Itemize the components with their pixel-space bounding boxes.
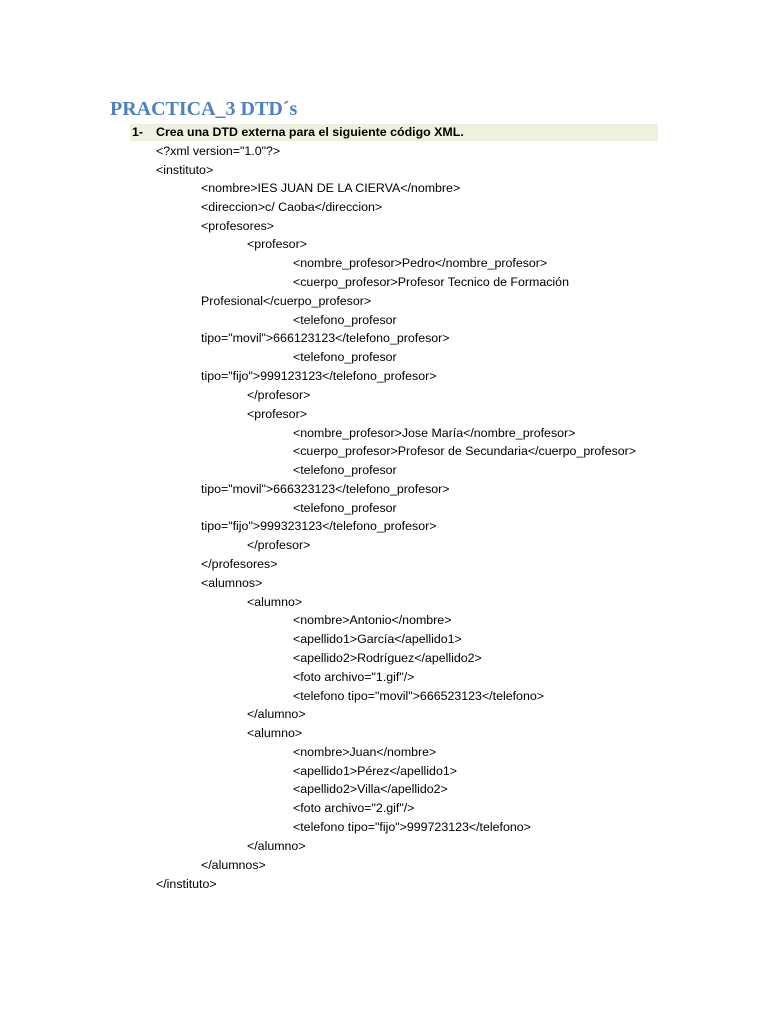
- code-line: <nombre_profesor>Pedro</nombre_profesor>: [293, 256, 548, 270]
- code-line: </profesor>: [247, 538, 311, 552]
- code-line: <apellido1>García</apellido1>: [293, 632, 462, 646]
- code-line: <instituto>: [156, 163, 214, 177]
- task-number: 1-: [132, 125, 144, 139]
- code-line: <foto archivo="1.gif"/>: [293, 670, 415, 684]
- code-line: <?xml version="1.0"?>: [156, 144, 281, 158]
- code-line: </alumnos>: [201, 858, 266, 872]
- code-line: <direccion>c/ Caoba</direccion>: [201, 200, 383, 214]
- code-line: </alumno>: [247, 707, 306, 721]
- code-line: tipo="movil">666323123</telefono_profesor>: [201, 482, 450, 496]
- code-line: <nombre>IES JUAN DE LA CIERVA</nombre>: [201, 181, 461, 195]
- code-line: <nombre>Antonio</nombre>: [293, 613, 452, 627]
- code-line: <telefono_profesor: [293, 313, 397, 327]
- code-line: <foto archivo="2.gif"/>: [293, 801, 415, 815]
- page-title: PRACTICA_3 DTD´s: [110, 98, 298, 120]
- code-line: <telefono_profesor: [293, 501, 397, 515]
- code-line: <nombre>Juan</nombre>: [293, 745, 437, 759]
- code-line: <telefono_profesor: [293, 350, 397, 364]
- code-line: <apellido2>Villa</apellido2>: [293, 782, 448, 796]
- code-line: tipo="fijo">999323123</telefono_profesor>: [201, 519, 437, 533]
- code-line: <alumno>: [247, 595, 303, 609]
- code-line: </profesor>: [247, 388, 311, 402]
- code-line: </profesores>: [201, 557, 278, 571]
- code-line: <apellido2>Rodríguez</apellido2>: [293, 651, 482, 665]
- code-line: <apellido1>Pérez</apellido1>: [293, 764, 457, 778]
- code-line: </instituto>: [156, 877, 217, 891]
- code-line: <cuerpo_profesor>Profesor Tecnico de Formación: [293, 275, 569, 289]
- code-line: </alumno>: [247, 839, 306, 853]
- code-line: <cuerpo_profesor>Profesor de Secundaria</cuerpo_profesor>: [293, 444, 637, 458]
- code-line: <alumnos>: [201, 576, 263, 590]
- code-line: <nombre_profesor>Jose María</nombre_profesor>: [293, 426, 576, 440]
- code-line: <profesores>: [201, 219, 275, 233]
- code-line: <telefono_profesor: [293, 463, 397, 477]
- code-line: <telefono tipo="movil">666523123</telefono>: [293, 689, 544, 703]
- task-instruction: Crea una DTD externa para el siguiente código XML.: [156, 125, 464, 139]
- code-line: <telefono tipo="fijo">999723123</telefono>: [293, 820, 531, 834]
- code-line: <profesor>: [247, 237, 307, 251]
- code-line: tipo="movil">666123123</telefono_profesor>: [201, 331, 450, 345]
- code-line: tipo="fijo">999123123</telefono_profesor>: [201, 369, 437, 383]
- code-line: Profesional</cuerpo_profesor>: [201, 294, 372, 308]
- code-line: <profesor>: [247, 407, 307, 421]
- code-line: <alumno>: [247, 726, 303, 740]
